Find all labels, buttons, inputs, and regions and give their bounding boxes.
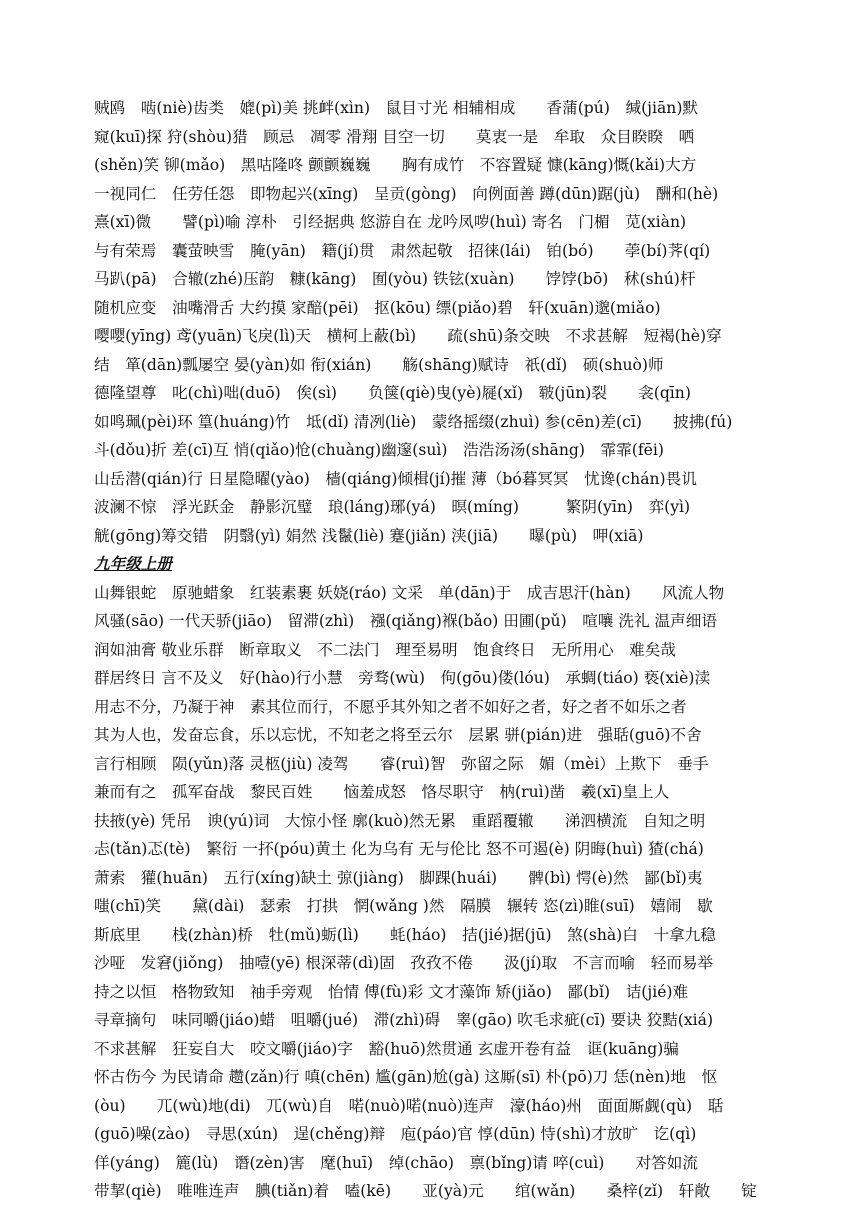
text-line: 窥(kuī)探 狩(shòu)猎 顾忌 凋零 滑翔 目空一切 莫衷一是 牟取 众目睽睽 哂 (94, 127, 695, 146)
section-heading: 九年级上册 (94, 554, 172, 573)
text-line: 言行相顾 陨(yǔn)落 灵柩(jiù) 凌驾 睿(ruì)智 弥留之际 媚（mèi）上欺下 垂手 (94, 754, 709, 773)
text-line: 带挈(qiè) 唯唯连声 腆(tiǎn)着 嗑(kē) 亚(yà)元 绾(wǎn) 桑梓(zǐ) 轩敞 锭 (94, 1182, 757, 1200)
text-line: 嗤(chī)笑 黛(dài) 瑟索 打拱 惘(wǎng )然 隔膜 辗转 恣(zì)睢(suī) 嬉闹 歇 (94, 897, 713, 915)
text-line: 群居终日 言不及义 好(hào)行小慧 旁骛(wù) 佝(gōu)偻(lóu) 承蜩(tiáo) 亵(xiè)渎 (94, 669, 711, 687)
vocabulary-part-2 (94, 579, 774, 1206)
text-line: (guō)噪(zào) 寻思(xún) 逞(chěng)辩 庖(páo)官 惇(dūn) 恃(shì)才放旷 讫(qì) (94, 1125, 697, 1143)
vocabulary-text (94, 94, 774, 1206)
text-line: 山舞银蛇 原驰蜡象 红装素裹 妖娆(ráo) 文采 单(dān)于 成吉思汗(hàn) 风流人物 (94, 583, 725, 602)
text-line: 嘤嘤(yīng) 鸢(yuān)飞戾(lì)天 横柯上蔽(bì) 疏(shū)条交映 不求甚解 短褐(hè)穿 (94, 327, 722, 345)
text-line: 与有荣焉 囊萤映雪 腌(yān) 籍(jí)贯 肃然起敬 招徕(lái) 铂(bó) 荸(bí)荠(qí) (94, 241, 711, 260)
text-line: 怀古伤今 为民请命 趱(zǎn)行 嗔(chēn) 尴(gān)尬(gà) 这厮(sī) 朴(pō)刀 恁(nèn)地 怄 (94, 1068, 718, 1086)
text-line: 斯底里 栈(zhàn)桥 牡(mǔ)蛎(lì) 蚝(háo) 拮(jié)据(jū) 煞(shà)白 十拿九稳 (94, 925, 716, 944)
text-line: 萧索 獾(huān) 五行(xíng)缺土 弶(jiàng) 脚踝(huái) 髀(bì) 愕(è)然 鄙(bǐ)夷 (94, 868, 703, 887)
text-line: 润如油膏 敬业乐群 断章取义 不二法门 理至易明 饱食终日 无所用心 难矣哉 (94, 640, 676, 659)
text-line: 贼鸥 啮(niè)齿类 媲(pì)美 挑衅(xìn) 鼠目寸光 相辅相成 香蒲(pú) 缄(jiān)默 (94, 99, 699, 117)
text-line: 佯(yáng) 簏(lù) 谮(zèn)害 麾(huī) 绰(chāo) 禀(bǐng)请 啐(cuì) 对答如流 (94, 1153, 698, 1172)
text-line: 觥(gōng)筹交错 阴翳(yì) 娟然 浅鬣(liè) 蹇(jiǎn) 浃(jiā) 曝(pù) 呷(xiā) (94, 526, 644, 545)
text-line: 随机应变 油嘴滑舌 大约摸 家醅(pēi) 抠(kōu) 缥(piǎo)碧 轩(xuān)邈(miǎo) (94, 298, 661, 317)
text-line: 兼而有之 孤军奋战 黎民百姓 恼羞成怒 恪尽职守 枘(ruì)凿 羲(xī)皇上人 (94, 783, 670, 801)
text-line: 马趴(pā) 合辙(zhé)压韵 糠(kāng) 囿(yòu) 铁铉(xuàn) 饽饽(bō) 秫(shú)杆 (94, 270, 696, 288)
text-line: 结 箪(dān)瓢屡空 晏(yàn)如 衔(xián) 觞(shāng)赋诗 祇(dǐ) 硕(shuò)师 (94, 355, 664, 374)
text-line: 风骚(sāo) 一代天骄(jiāo) 留滞(zhì) 襁(qiǎng)褓(bǎo) 田圃(pǔ) 喧嚷 洗礼 温声细语 (94, 612, 717, 630)
text-line: 斗(dǒu)折 差(cī)互 悄(qiǎo)怆(chuàng)幽邃(suì) 浩浩汤汤(shāng) 霏霏(fēi) (94, 441, 664, 459)
text-line: 不求甚解 狂妄自大 咬文嚼(jiáo)字 豁(huō)然贯通 玄虚开卷有益 诓(kuāng)骗 (94, 1039, 679, 1058)
text-line: 用志不分，乃凝于神 素其位而行，不愿乎其外知之者不如好之者，好之者不如乐之者 (94, 697, 687, 716)
text-line: (shěn)笑 铆(mǎo) 黑咕隆咚 颤颤巍巍 胸有成竹 不容置疑 慷(kāng)慨(kǎi)大方 (94, 156, 697, 174)
text-line: 寻章摘句 味同嚼(jiáo)蜡 咀嚼(jué) 滞(zhì)碍 睾(gāo) 吹毛求疵(cī) 要诀 狡黠(xiá) (94, 1011, 714, 1029)
text-line: 如鸣珮(pèi)环 篁(huáng)竹 坻(dǐ) 清冽(liè) 蒙络摇缀(zhuì) 参(cēn)差(cī) 披拂(fú) (94, 412, 733, 431)
text-line: 波澜不惊 浮光跃金 静影沉璧 琅(láng)琊(yá) 暝(míng) 繁阴(yīn) 弈(yì) (94, 498, 691, 516)
text-line: 其为人也，发奋忘食，乐以忘忧，不知老之将至云尔 层累 骈(pián)进 强聒(guō)不舍 (94, 726, 702, 744)
text-line: 一视同仁 任劳任怨 即物起兴(xīng) 呈贡(gòng) 向例面善 蹲(dūn)踞(jù) 酬和(hè) (94, 184, 719, 203)
text-line: 扶掖(yè) 凭吊 谀(yú)词 大惊小怪 廓(kuò)然无累 重蹈覆辙 涕泗横流 自知之明 (94, 811, 706, 830)
text-line: 沙哑 发窘(jiǒng) 抽噎(yē) 根深蒂(dì)固 孜孜不倦 汲(jí)取 不言而喻 轻而易举 (94, 954, 714, 972)
text-line: 持之以恒 格物致知 袖手旁观 怡情 傅(fù)彩 文才藻饰 矫(jiǎo) 鄙(bǐ) 诘(jié)难 (94, 982, 689, 1001)
vocabulary-part-1 (94, 94, 774, 550)
text-line: 德隆望尊 叱(chì)咄(duō) 俟(sì) 负箧(qiè)曳(yè)屣(xǐ) 皲(jūn)裂 衾(qīn) (94, 384, 691, 402)
text-line: 熹(xī)微 譬(pì)喻 淳朴 引经据典 悠游自在 龙吟凤哕(huì) 寄名 门楣 苋(xiàn) (94, 213, 687, 231)
text-line: 山岳潜(qián)行 日星隐曜(yào) 樯(qiáng)倾楫(jí)摧 薄（bó暮冥冥 忧谗(chán)畏讥 (94, 469, 697, 488)
text-line: (òu) 兀(wù)地(di) 兀(wù)自 喏(nuò)喏(nuò)连声 濠(háo)州 面面厮觑(qù) 聒 (94, 1096, 724, 1115)
text-line: 忐(tǎn)忑(tè) 繁衍 一抔(póu)黄土 化为乌有 无与伦比 怒不可遏(è) 阴晦(huì) 猹(chá) (94, 840, 704, 858)
